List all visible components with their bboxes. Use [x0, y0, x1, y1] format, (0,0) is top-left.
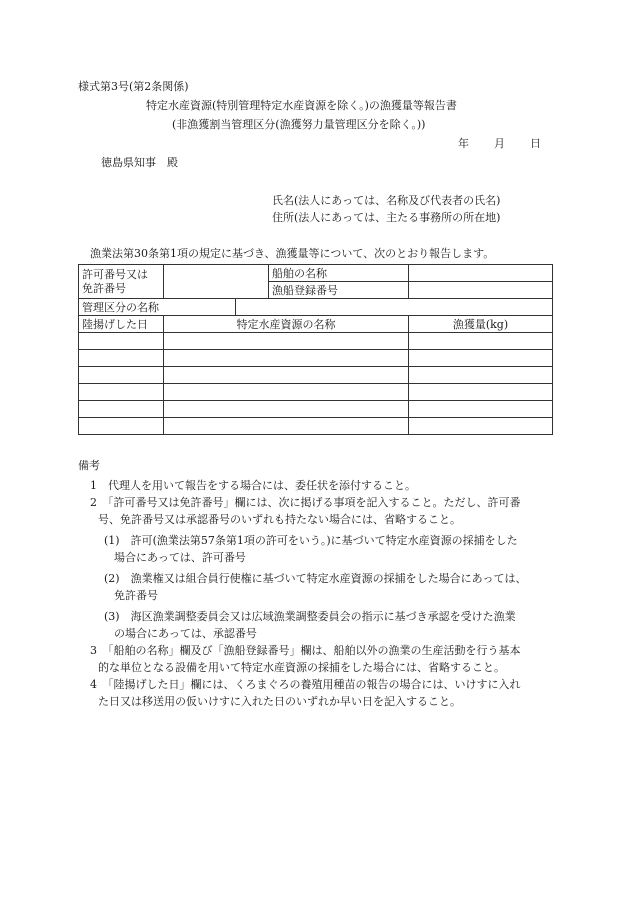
catch-cell[interactable]: [409, 367, 553, 384]
catch-cell[interactable]: [409, 333, 553, 350]
date-cell[interactable]: [79, 367, 164, 384]
form-number: 様式第3号(第2条関係): [78, 80, 189, 93]
resource-cell[interactable]: [164, 367, 409, 384]
address-line: 住所(法人にあっては、主たる事務所の所在地): [272, 211, 501, 224]
date-year: 年: [458, 137, 469, 150]
permit-label-line-1: 許可番号又は: [82, 267, 148, 281]
resource-cell[interactable]: [164, 350, 409, 367]
form-title: 特定水産資源(特別管理特定水産資源を除く。)の漁獲量等報告書: [146, 99, 457, 112]
mgmt-field[interactable]: [236, 299, 553, 316]
vessel-reg-field[interactable]: [409, 282, 553, 299]
note-2-2: (2) 漁業権又は組合員行使権に基づいて特定水産資源の採捕をした場合にあっては、: [104, 572, 527, 585]
vessel-name-field[interactable]: [409, 265, 553, 282]
col-date-header: 陸揚げした日: [79, 316, 164, 333]
permit-label-cell: [79, 265, 164, 299]
date-month: 月: [494, 137, 505, 150]
catch-cell[interactable]: [409, 401, 553, 418]
vessel-name-label: 船舶の名称: [269, 265, 409, 282]
addressee: 徳島県知事 殿: [101, 156, 178, 169]
table-row: [79, 418, 553, 435]
form-subtitle: (非漁獲割当管理区分(漁獲努力量管理区分を除く。)): [172, 118, 426, 131]
report-table: [78, 264, 553, 435]
intro-text: 漁業法第30条第1項の規定に基づき、漁獲量等について、次のとおり報告します。: [90, 247, 495, 260]
resource-cell[interactable]: [164, 401, 409, 418]
note-2-1-cont: 場合にあっては、許可番号: [114, 551, 246, 564]
table-row: [79, 350, 553, 367]
notes-heading: 備考: [78, 459, 100, 472]
date-cell[interactable]: [79, 350, 164, 367]
resource-cell[interactable]: [164, 384, 409, 401]
permit-row-1: [79, 265, 553, 282]
permit-number-field[interactable]: [164, 265, 269, 299]
date-cell[interactable]: [79, 333, 164, 350]
permit-label-line-2: 免許番号: [82, 281, 126, 295]
note-2: 2 「許可番号又は免許番号」欄には、次に掲げる事項を記入すること。ただし、許可番: [90, 496, 521, 509]
note-3-cont: 的な単位となる設備を用いて特定水産資源の採捕をした場合には、省略すること。: [98, 661, 505, 674]
note-4-cont: た日又は移送用の仮いけすに入れた日のいずれか早い日を記入すること。: [98, 695, 461, 708]
table-row: [79, 333, 553, 350]
table-row: [79, 401, 553, 418]
mgmt-label: 管理区分の名称: [79, 299, 236, 316]
name-line: 氏名(法人にあっては、名称及び代表者の氏名): [272, 194, 501, 207]
note-3: 3 「船舶の名称」欄及び「漁船登録番号」欄は、船舶以外の漁業の生産活動を行う基本: [90, 644, 521, 657]
resource-cell[interactable]: [164, 418, 409, 435]
note-2-1: (1) 許可(漁業法第57条第1項の許可をいう。)に基づいて特定水産資源の採捕をした: [104, 534, 518, 547]
catch-cell[interactable]: [409, 350, 553, 367]
col-catch-header: 漁獲量(kg): [409, 316, 553, 333]
note-1: 1 代理人を用いて報告をする場合には、委任状を添付すること。: [90, 479, 416, 492]
resource-cell[interactable]: [164, 333, 409, 350]
note-2-cont: 号、免許番号又は承認番号のいずれも持たない場合には、省略すること。: [98, 513, 461, 526]
mgmt-row: [79, 299, 553, 316]
note-4: 4 「陸揚げした日」欄には、くろまぐろの養殖用種苗の報告の場合には、いけすに入れ: [90, 678, 521, 691]
date-day: 日: [530, 137, 541, 150]
date-cell[interactable]: [79, 418, 164, 435]
date-cell[interactable]: [79, 384, 164, 401]
vessel-reg-label: 漁船登録番号: [269, 282, 409, 299]
table-row: [79, 367, 553, 384]
date-cell[interactable]: [79, 401, 164, 418]
table-row: [79, 384, 553, 401]
col-resource-header: 特定水産資源の名称: [164, 316, 409, 333]
note-2-3-cont: の場合にあっては、承認番号: [114, 627, 257, 640]
note-2-2-cont: 免許番号: [114, 589, 158, 602]
catch-cell[interactable]: [409, 384, 553, 401]
catch-cell[interactable]: [409, 418, 553, 435]
column-header-row: [79, 316, 553, 333]
notes-list: [78, 477, 558, 710]
note-2-3: (3) 海区漁業調整委員会又は広域漁業調整委員会の指示に基づき承認を受けた漁業: [104, 610, 516, 623]
